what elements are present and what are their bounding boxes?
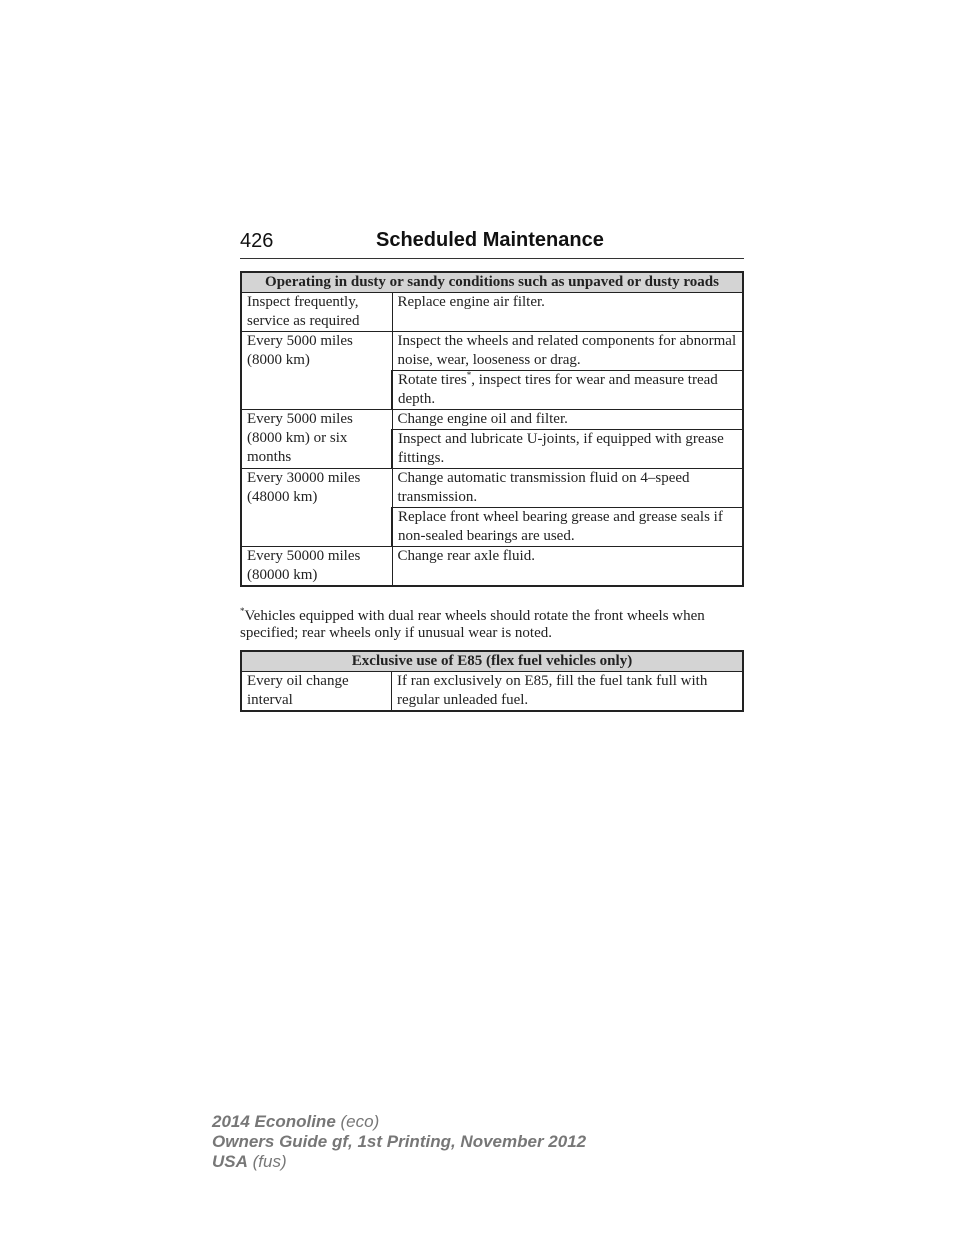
dusty-conditions-table — [240, 271, 744, 587]
footnote — [240, 608, 744, 642]
action-cell: Replace front wheel bearing grease and grease seals if non-sealed bearings are used. — [392, 508, 743, 547]
footer-market: USA — [212, 1152, 248, 1171]
footer-edition: Owners Guide gf, 1st Printing, November 2012 — [212, 1132, 587, 1151]
footer-model-code: (eco) — [340, 1112, 380, 1131]
section-title: Scheduled Maintenance — [376, 229, 604, 251]
action-cell: Inspect the wheels and related components for abnormal noise, wear, looseness or drag. — [392, 332, 743, 371]
table-row — [241, 469, 743, 508]
footnote-marker: * — [466, 370, 472, 380]
footer-line — [212, 1112, 586, 1132]
action-cell: Change engine oil and filter. — [392, 410, 743, 430]
page-number: 426 — [240, 230, 274, 252]
action-text: Rotate tires — [398, 372, 467, 388]
action-cell: Change rear axle fluid. — [392, 547, 743, 587]
action-cell: Inspect and lubricate U-joints, if equipped with grease fittings. — [392, 430, 743, 469]
action-text: , inspect tires for wear and measure tread depth. — [398, 372, 718, 407]
table-title: Operating in dusty or sandy conditions such as unpaved or dusty roads — [241, 272, 743, 293]
page-header — [240, 228, 744, 259]
footer-line — [212, 1152, 586, 1172]
interval-cell: Every 30000 miles (48000 km) — [241, 469, 392, 547]
interval-cell: Every 50000 miles (80000 km) — [241, 547, 392, 587]
interval-cell: Inspect frequently, service as required — [241, 293, 392, 332]
footer-market-code: (fus) — [252, 1152, 287, 1171]
table-header-row — [241, 272, 743, 293]
interval-cell: Every 5000 miles (8000 km) or six months — [241, 410, 392, 469]
interval-cell: Every 5000 miles (8000 km) — [241, 332, 392, 410]
e85-table — [240, 650, 744, 712]
table-row — [241, 547, 743, 587]
footer-model: 2014 Econoline — [212, 1112, 336, 1131]
table-title: Exclusive use of E85 (flex fuel vehicles only) — [241, 651, 743, 672]
table-header-row — [241, 651, 743, 672]
action-cell: Replace engine air filter. — [392, 293, 743, 332]
page-footer — [212, 1112, 586, 1172]
table-row — [241, 410, 743, 430]
interval-cell: Every oil change interval — [241, 672, 392, 712]
action-cell: If ran exclusively on E85, fill the fuel tank full with regular unleaded fuel. — [392, 672, 744, 712]
action-cell: Change automatic transmission fluid on 4–speed transmission. — [392, 469, 743, 508]
footnote-text: Vehicles equipped with dual rear wheels should rotate the front wheels when specified; rear wheels only if unusual wear is noted. — [240, 608, 705, 641]
table-row — [241, 672, 743, 712]
action-cell — [392, 371, 743, 410]
table-row — [241, 332, 743, 371]
footnote-marker: * — [240, 606, 245, 616]
footer-line — [212, 1132, 586, 1152]
table-row — [241, 293, 743, 332]
